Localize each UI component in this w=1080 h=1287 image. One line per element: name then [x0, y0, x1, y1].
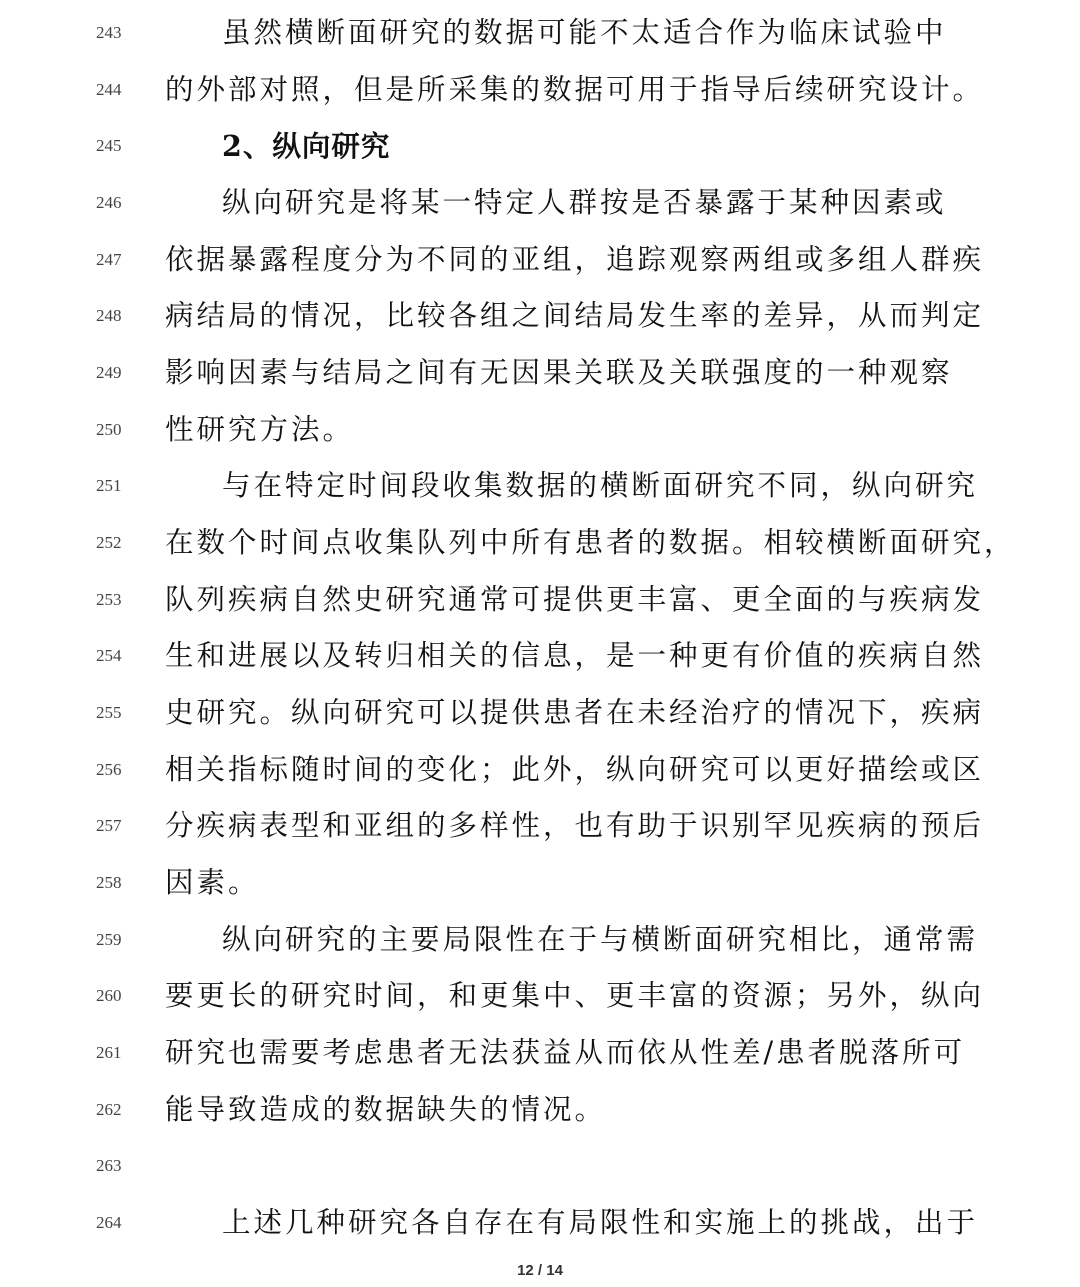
- line-number: 264: [96, 1213, 122, 1232]
- line-247: [0, 232, 1080, 288]
- line-255: [0, 685, 1080, 741]
- line-number: 255: [96, 703, 122, 722]
- line-261: [0, 1025, 1080, 1081]
- paragraph-text: 在数个时间点收集队列中所有患者的数据。相较横断面研究，: [165, 526, 1016, 559]
- line-number: 261: [96, 1043, 122, 1062]
- line-259: [0, 912, 1080, 968]
- paragraph-text: 纵向研究的主要局限性在于与横断面研究相比，通常需: [222, 923, 979, 956]
- line-number: 258: [96, 873, 122, 892]
- line-251: [0, 458, 1080, 514]
- paragraph-text: 与在特定时间段收集数据的横断面研究不同，纵向研究: [222, 469, 979, 502]
- line-248: [0, 288, 1080, 344]
- line-252: [0, 515, 1080, 571]
- paragraph-text: 上述几种研究各自存在有局限性和实施上的挑战，出于: [222, 1206, 979, 1239]
- line-number: 263: [96, 1156, 122, 1175]
- paragraph-text: 史研究。纵向研究可以提供患者在未经治疗的情况下，疾病: [165, 696, 985, 729]
- line-257: [0, 798, 1080, 854]
- paragraph-text: 因素。: [165, 866, 260, 899]
- line-245: [0, 118, 1080, 174]
- section-heading: 2、纵向研究: [222, 129, 391, 163]
- paragraph-text: 的外部对照，但是所采集的数据可用于指导后续研究设计。: [165, 73, 985, 106]
- line-number: 247: [96, 250, 122, 269]
- paragraph-text: 纵向研究是将某一特定人群按是否暴露于某种因素或: [222, 186, 947, 219]
- line-number: 256: [96, 760, 122, 779]
- line-number: 250: [96, 420, 122, 439]
- line-number: 246: [96, 193, 122, 212]
- line-254: [0, 628, 1080, 684]
- paragraph-text: 性研究方法。: [165, 413, 355, 446]
- paragraph-text: 分疾病表型和亚组的多样性，也有助于识别罕见疾病的预后: [165, 809, 985, 842]
- line-260: [0, 968, 1080, 1024]
- line-number: 259: [96, 930, 122, 949]
- line-250: [0, 402, 1080, 458]
- line-244: [0, 62, 1080, 118]
- line-number: 260: [96, 986, 122, 1005]
- paragraph-text: 要更长的研究时间，和更集中、更丰富的资源；另外，纵向: [165, 979, 985, 1012]
- line-number: 262: [96, 1100, 122, 1119]
- paragraph-text: 依据暴露程度分为不同的亚组，追踪观察两组或多组人群疾: [165, 243, 985, 276]
- line-number: 251: [96, 476, 122, 495]
- paragraph-text: 生和进展以及转归相关的信息，是一种更有价值的疾病自然: [165, 639, 985, 672]
- paragraph-text: 虽然横断面研究的数据可能不太适合作为临床试验中: [222, 16, 947, 49]
- line-253: [0, 572, 1080, 628]
- line-258: [0, 855, 1080, 911]
- paragraph-text: 相关指标随时间的变化；此外，纵向研究可以更好描绘或区: [165, 753, 985, 786]
- line-number: 249: [96, 363, 122, 382]
- line-number: 252: [96, 533, 122, 552]
- paragraph-text: 研究也需要考虑患者无法获益从而依从性差/患者脱落所可: [165, 1036, 966, 1069]
- line-number: 257: [96, 816, 122, 835]
- line-262: [0, 1082, 1080, 1138]
- line-243: [0, 5, 1080, 61]
- paragraph-text: 影响因素与结局之间有无因果关联及关联强度的一种观察: [165, 356, 953, 389]
- line-246: [0, 175, 1080, 231]
- line-263: [0, 1138, 1080, 1194]
- line-249: [0, 345, 1080, 401]
- line-number: 245: [96, 136, 122, 155]
- line-256: [0, 742, 1080, 798]
- paragraph-text: 队列疾病自然史研究通常可提供更丰富、更全面的与疾病发: [165, 583, 985, 616]
- line-number: 254: [96, 646, 122, 665]
- line-number: 253: [96, 590, 122, 609]
- line-264: [0, 1195, 1080, 1251]
- paragraph-text: 能导致造成的数据缺失的情况。: [165, 1093, 607, 1126]
- line-number: 248: [96, 306, 122, 325]
- paragraph-text: 病结局的情况，比较各组之间结局发生率的差异，从而判定: [165, 299, 985, 332]
- page-indicator: 12 / 14: [517, 1262, 563, 1279]
- line-number: 244: [96, 80, 122, 99]
- line-number: 243: [96, 23, 122, 42]
